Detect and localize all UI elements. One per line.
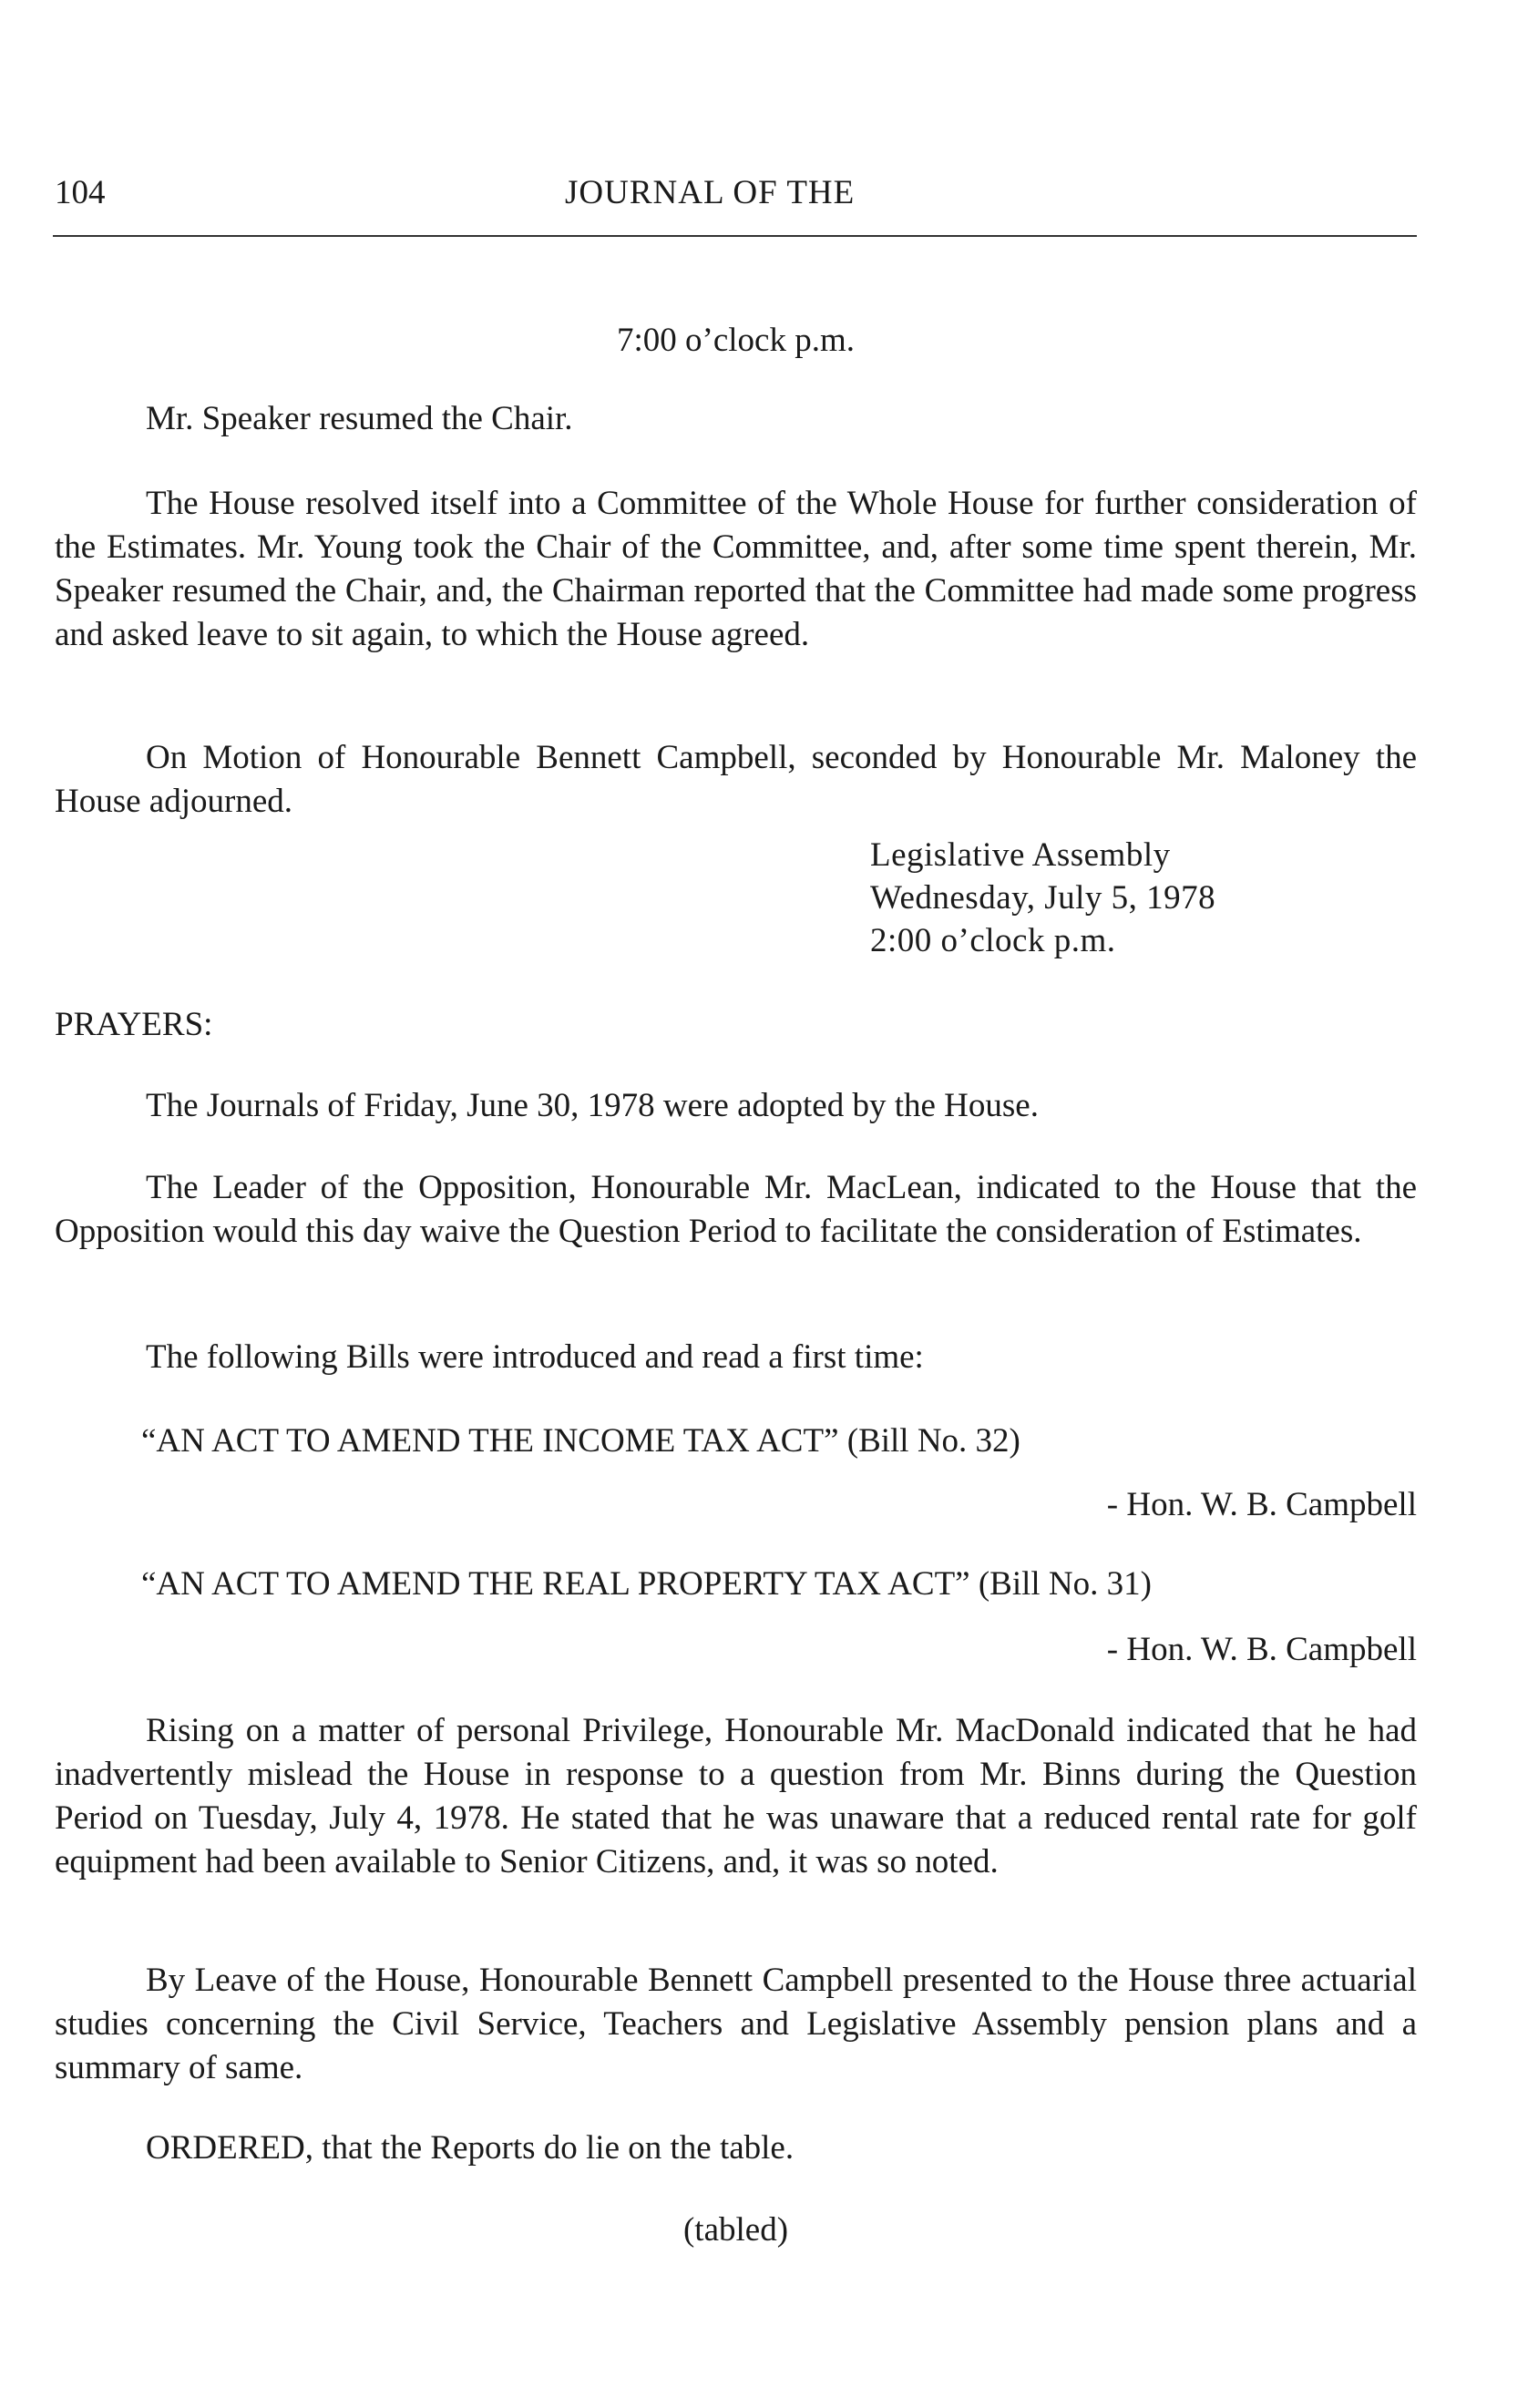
page-header: [55, 173, 1417, 228]
page-number: 104: [55, 174, 106, 211]
tabled-note: (tabled): [682, 2211, 789, 2249]
ordered-paragraph: ORDERED, that the Reports do lie on the table.: [146, 2129, 795, 2167]
speaker-resumed: Mr. Speaker resumed the Chair.: [146, 400, 573, 437]
prayers-heading: PRAYERS:: [55, 1006, 213, 1043]
committee-paragraph: The House resolved itself into a Committee of the Whole House for further consideration of the Estimates. Mr. Young took the Chair of the Committee, and, after some time spent therein, Mr. Speaker resumed the Chair, and, the Chairman reported that the Committee had made some progress and asked leave to sit again, to which the House agreed.: [55, 485, 1417, 653]
bills-intro: The following Bills were introduced and read a first time:: [146, 1338, 924, 1376]
sitting-place: Legislative Assembly: [870, 836, 1171, 874]
adjourn-paragraph: On Motion of Honourable Bennett Campbell, seconded by Honourable Mr. Maloney the House adjourned.: [55, 739, 1417, 820]
sitting-date: Wednesday, July 5, 1978: [870, 879, 1216, 917]
running-head: JOURNAL OF THE: [565, 174, 856, 211]
header-rule: [53, 235, 1417, 237]
evening-time: 7:00 o’clock p.m.: [616, 322, 855, 359]
bill-sponsor: - Hon. W. B. Campbell: [1106, 1486, 1417, 1523]
bill-title: “AN ACT TO AMEND THE INCOME TAX ACT” (Bill No. 32): [141, 1422, 1020, 1460]
sitting-time: 2:00 o’clock p.m.: [870, 922, 1116, 959]
opposition-paragraph: The Leader of the Opposition, Honourable Mr. MacLean, indicated to the House that the Opposition would this day waive the Question Period to facilitate the consideration of Estimates.: [55, 1169, 1417, 1250]
privilege-paragraph: Rising on a matter of personal Privilege, Honourable Mr. MacDonald indicated that he had inadvertently mislead the House in response to a question from Mr. Binns during the Question Period on Tuesday, July 4, 1978. He stated that he was unaware that a reduced rental rate for golf equipment had been available to Senior Citizens, and, it was so noted.: [55, 1712, 1417, 1880]
journals-paragraph: The Journals of Friday, June 30, 1978 were adopted by the House.: [146, 1087, 1039, 1124]
bill-sponsor: - Hon. W. B. Campbell: [1106, 1631, 1417, 1668]
sitting-block: [870, 834, 1215, 962]
bill-title: “AN ACT TO AMEND THE REAL PROPERTY TAX ACT” (Bill No. 31): [141, 1565, 1152, 1603]
actuarial-paragraph: By Leave of the House, Honourable Bennett Campbell presented to the House three actuarial studies concerning the Civil Service, Teachers and Legislative Assembly pension plans and a summary of same.: [55, 1962, 1417, 2086]
